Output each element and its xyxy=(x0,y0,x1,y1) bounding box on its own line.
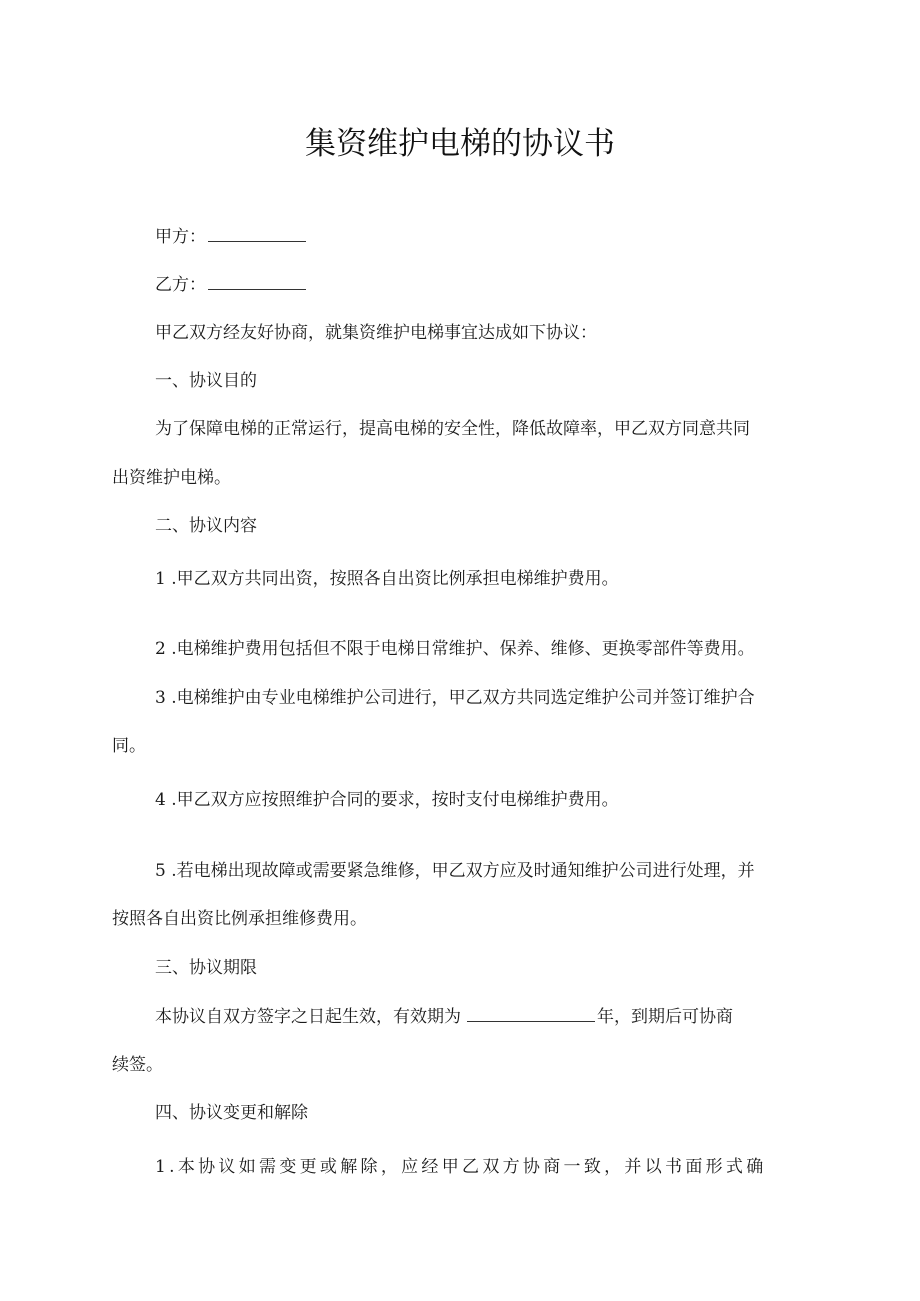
section2-item4: 4 .甲乙双方应按照维护合同的要求，按时支付电梯维护费用。 xyxy=(155,790,619,810)
section3-paragraph-line1 xyxy=(155,1004,733,1029)
document-title: 集资维护电梯的协议书 xyxy=(305,126,615,162)
section2-item1: 1 .甲乙双方共同出资，按照各自出资比例承担电梯维护费用。 xyxy=(155,569,619,589)
section1-paragraph-line2: 出资维护电梯。 xyxy=(112,468,231,488)
party-a-blank xyxy=(208,224,306,242)
section1-paragraph-line1: 为了保障电梯的正常运行，提高电梯的安全性，降低故障率，甲乙双方同意共同 xyxy=(155,419,750,439)
section2-item2: 2 .电梯维护费用包括但不限于电梯日常维护、保养、维修、更换零部件等费用。 xyxy=(155,639,755,659)
section2-item3-line2: 同。 xyxy=(112,736,146,756)
section4-item1: 1.本协议如需变更或解除，应经甲乙双方协商一致，并以书面形式确 xyxy=(155,1157,767,1177)
section3-text-after-blank: 年，到期后可协商 xyxy=(597,1007,733,1027)
section1-heading: 一、协议目的 xyxy=(155,371,257,391)
party-a-label: 甲方： xyxy=(155,227,206,247)
section2-item3-line1: 3 .电梯维护由专业电梯维护公司进行，甲乙双方共同选定维护公司并签订维护合 xyxy=(155,688,755,708)
party-b-blank xyxy=(208,272,306,290)
intro-paragraph: 甲乙双方经友好协商，就集资维护电梯事宜达成如下协议： xyxy=(155,323,597,343)
section3-heading: 三、协议期限 xyxy=(155,958,257,978)
section2-item5-line1: 5 .若电梯出现故障或需要紧急维修，甲乙双方应及时通知维护公司进行处理，并 xyxy=(155,861,755,881)
party-b-line xyxy=(155,272,306,297)
party-b-label: 乙方： xyxy=(155,275,206,295)
section3-paragraph-line2: 续签。 xyxy=(112,1055,163,1075)
section2-heading: 二、协议内容 xyxy=(155,516,257,536)
section2-item5-line2: 按照各自出资比例承担维修费用。 xyxy=(112,909,367,929)
section4-heading: 四、协议变更和解除 xyxy=(155,1103,308,1123)
party-a-line xyxy=(155,224,306,249)
section3-text-before-blank: 本协议自双方签字之日起生效，有效期为 xyxy=(155,1007,461,1027)
term-years-blank xyxy=(467,1004,595,1022)
